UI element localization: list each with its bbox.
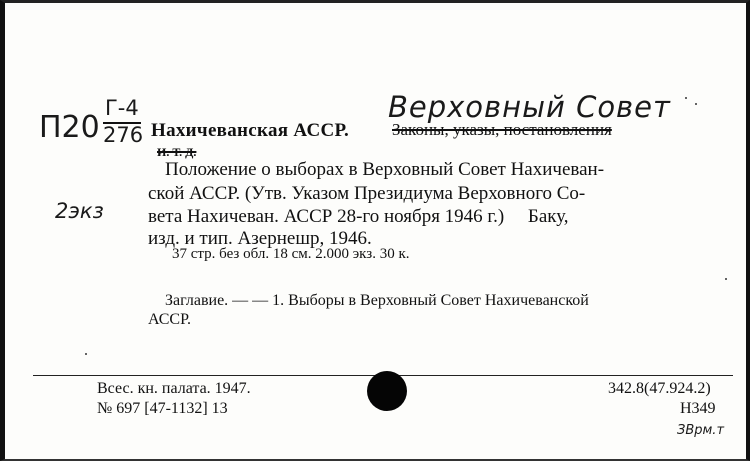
speck: [725, 278, 727, 280]
margin-note: 2экз: [55, 199, 104, 223]
heading-main: Нахичеванская АССР.: [151, 120, 350, 141]
description-physical: 37 стр. без обл. 18 см. 2.000 экз. 30 к.: [172, 246, 410, 262]
footer-chamber: Всес. кн. палата. 1947.: [97, 380, 251, 397]
speck: [85, 353, 87, 355]
heading-handwritten-addition: Верховный Совет: [388, 90, 671, 124]
subjects-line-2: АССР.: [148, 311, 191, 328]
description-line-3: вета Нахичеван. АССР 28-го ноября 1946 г.) Баку,: [148, 206, 569, 227]
description-line-4: изд. и тип. Азернешр, 1946.: [148, 228, 372, 249]
footer-stamp-note: ЗВрм.т: [677, 423, 725, 438]
call-number-fraction-top: Г-4: [105, 96, 139, 120]
call-number-fraction-bottom: 276: [103, 123, 144, 147]
footer-record-number: № 697 [47-1132] 13: [97, 400, 228, 417]
call-number-prefix: П20: [39, 110, 100, 145]
speck: [695, 103, 697, 105]
description-line-2: ской АССР. (Утв. Указом Президиума Верховного Со-: [148, 183, 586, 204]
footer-author-mark: Н349: [680, 400, 716, 417]
subjects-line-1: Заглавие. — — 1. Выборы в Верховный Совет Нахичеванской: [165, 292, 589, 309]
heading-struck-small: И. Т. Д.: [157, 145, 197, 159]
heading-struck-text: Законы, указы, постановления: [392, 120, 612, 139]
description-line-1: Положение о выборах в Верховный Совет Нахичеван-: [165, 159, 605, 180]
footer-classification: 342.8(47.924.2): [608, 380, 711, 397]
ink-blot: [367, 371, 407, 411]
speck: [685, 97, 687, 99]
